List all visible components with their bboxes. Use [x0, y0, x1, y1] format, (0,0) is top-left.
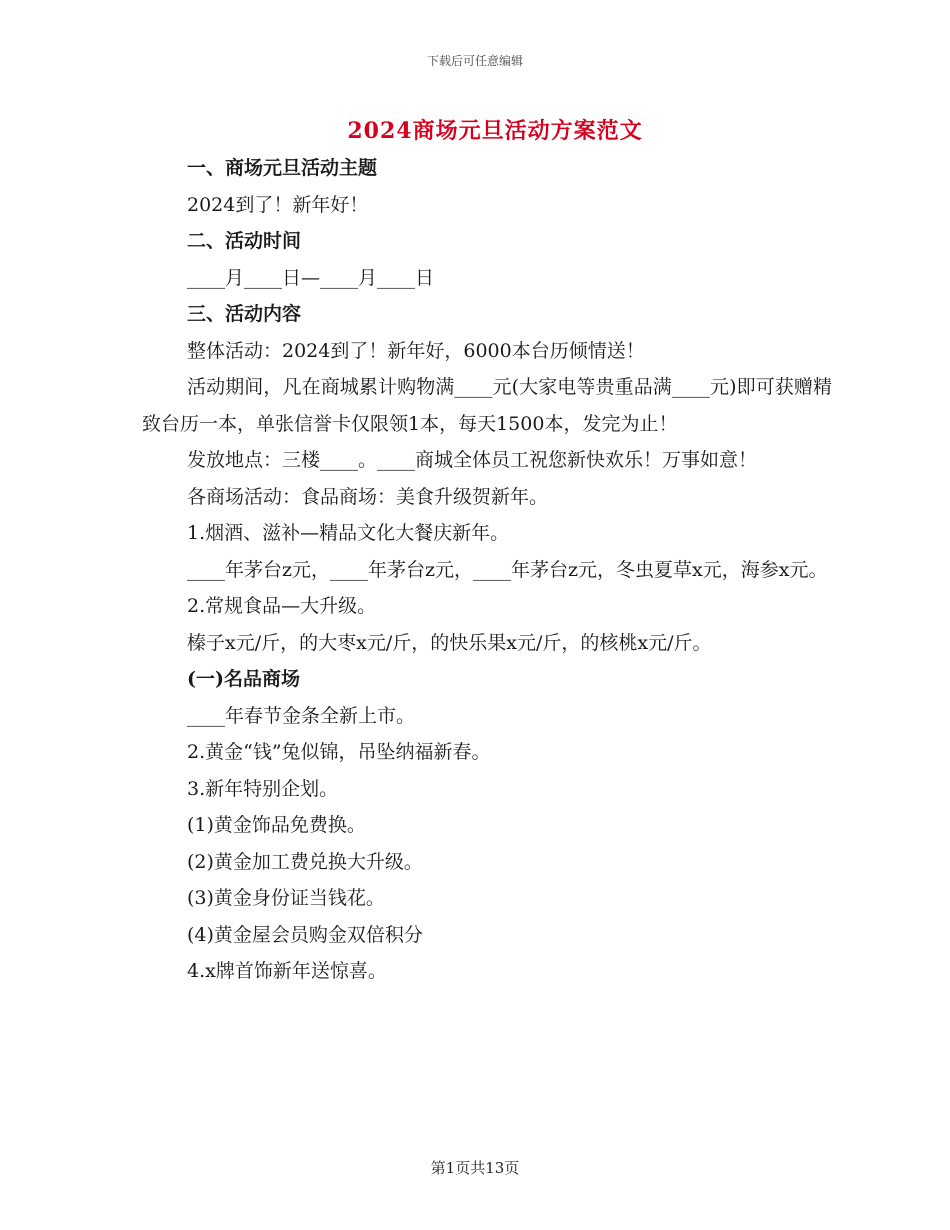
document-body [142, 150, 832, 990]
paragraph: 2024到了！新年好！ [187, 193, 369, 216]
list-item: (4)黄金屋会员购金双倍积分 [187, 923, 423, 946]
paragraph: ____月____日—____月____日 [187, 266, 435, 289]
list-item: 3.新年特别企划。 [187, 777, 339, 800]
paragraph: 榛子x元/斤，的大枣x元/斤，的快乐果x元/斤，的核桃x元/斤。 [187, 631, 712, 654]
section-heading-theme: 一、商场元旦活动主题 [187, 157, 378, 179]
list-item: (2)黄金加工费兑换大升级。 [187, 850, 423, 873]
subsection-heading: (一)名品商场 [187, 668, 300, 690]
list-item: 2.常规食品—大升级。 [187, 595, 377, 617]
paragraph: ____年春节金条全新上市。 [187, 704, 416, 727]
section-heading-time: 二、活动时间 [187, 230, 302, 252]
section-heading-content: 三、活动内容 [187, 303, 302, 325]
page-footer: 第1页共13页 [430, 1159, 520, 1177]
list-item: 1.烟酒、滋补—精品文化大餐庆新年。 [187, 522, 510, 544]
document-title: 2024商场元旦活动方案范文 [347, 118, 643, 144]
list-item: (1)黄金饰品免费换。 [187, 814, 366, 836]
paragraph: ____年茅台z元，____年茅台z元，____年茅台z元，冬虫夏草x元，海参x元。 [187, 558, 828, 581]
paragraph: 活动期间，凡在商城累计购物满____元(大家电等贵重品满____元)即可获赠精致台历一本，单张信誉卡仅限领1本，每天1500本，发完为止！ [142, 376, 832, 435]
paragraph: 整体活动：2024到了！新年好，6000本台历倾情送！ [187, 339, 645, 362]
paragraph: 各商场活动：食品商场：美食升级贺新年。 [187, 485, 549, 508]
list-item: 2.黄金“钱”兔似锦，吊坠纳福新春。 [187, 741, 491, 763]
list-item: (3)黄金身份证当钱花。 [187, 887, 385, 909]
paragraph: 发放地点：三楼____。____商城全体员工祝您新快欢乐！万事如意！ [187, 449, 758, 471]
list-item: 4.x牌首饰新年送惊喜。 [187, 960, 387, 982]
header-note: 下载后可任意编辑 [426, 54, 523, 68]
